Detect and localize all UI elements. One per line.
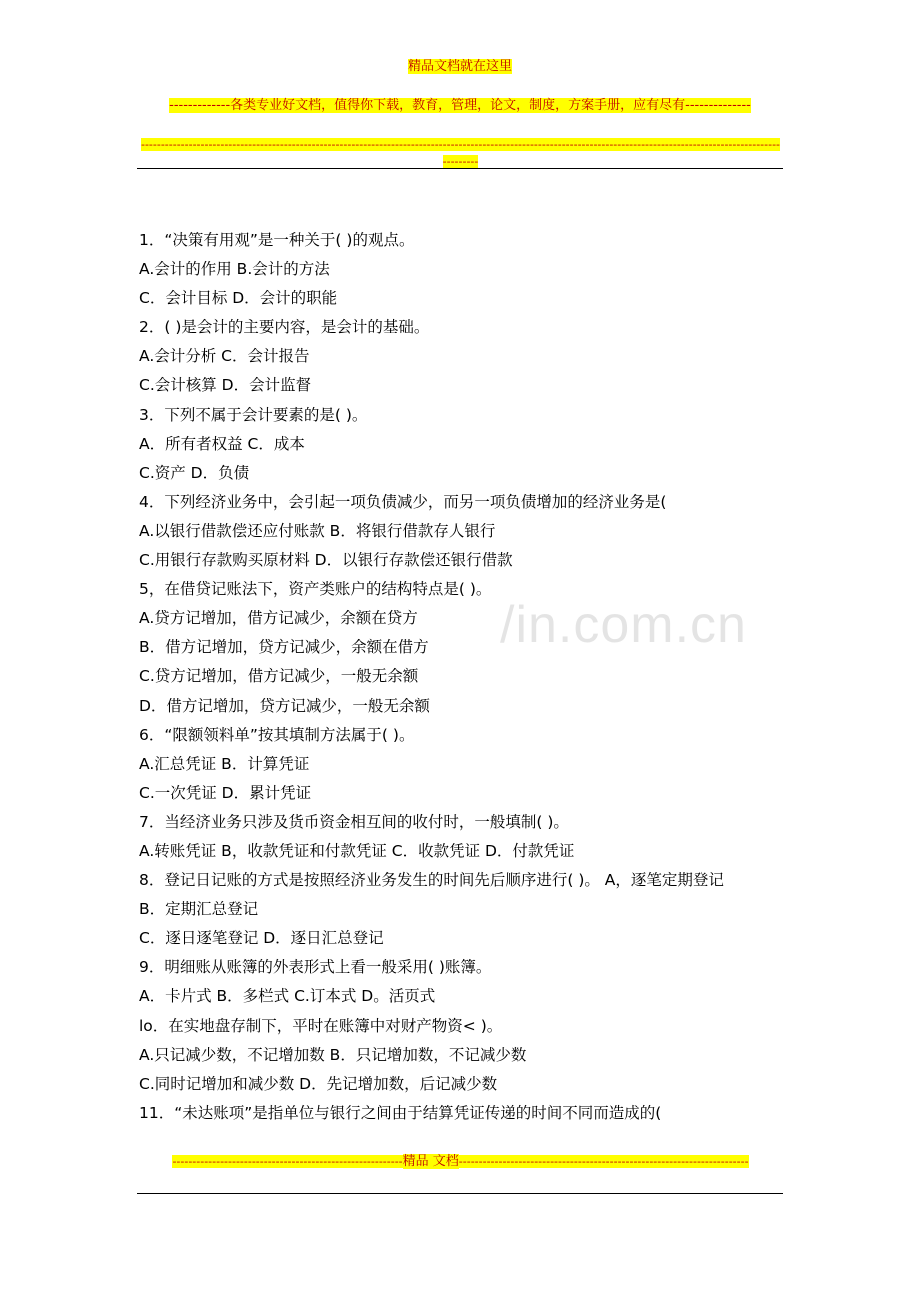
question-line: C.一次凭证 D．累计凭证	[139, 783, 312, 802]
header-title: 精品文档就在这里	[407, 59, 512, 74]
footer-right-dashes: -------------------------------------------------------------------------	[458, 1155, 749, 1168]
question-line: 3．下列不属于会计要素的是( )。	[139, 405, 368, 424]
question-line: A.贷方记增加，借方记减少，余额在贷方	[139, 609, 418, 628]
footer	[139, 1153, 782, 1170]
question-line: B．定期汇总登记	[139, 900, 259, 919]
question-line: C．逐日逐笔登记 D．逐日汇总登记	[139, 929, 384, 948]
question-line: 8．登记日记账的方式是按照经济业务发生的时间先后顺序进行( )。 A，逐笔定期登记	[139, 871, 724, 890]
header-rule	[137, 168, 783, 169]
question-line: A．卡片式 B．多栏式 C.订本式 D。活页式	[139, 987, 436, 1006]
footer-rule	[137, 1193, 783, 1194]
header-title-row	[0, 57, 920, 77]
header-subtitle-row	[0, 96, 920, 116]
question-line: A.会计的作用 B.会计的方法	[139, 260, 330, 279]
question-line: 5，在借贷记账法下，资产类账户的结构特点是( )。	[139, 580, 492, 599]
question-line: B．借方记增加，贷方记减少，余额在借方	[139, 638, 429, 657]
question-line: 11．“未达账项”是指单位与银行之间由于结算凭证传递的时间不同而造成的(	[139, 1103, 662, 1122]
question-line: D．借方记增加，贷方记减少，一般无余额	[139, 696, 430, 715]
question-line: lo．在实地盘存制下，平时在账簿中对财产物资< )。	[139, 1016, 503, 1035]
header-dash-text: --------------------------------------------------------------------------------------------------------------------------------------------------------------------------	[140, 138, 781, 168]
question-line: 4．下列经济业务中，会引起一项负债减少，而另一项负债增加的经济业务是(	[139, 492, 667, 511]
question-line: C.会计核算 D．会计监督	[139, 376, 312, 395]
question-line: C.同时记增加和减少数 D．先记增加数，后记减少数	[139, 1074, 498, 1093]
question-line: C．会计目标 D．会计的职能	[139, 289, 338, 308]
question-line: 2．( )是会计的主要内容，是会计的基础。	[139, 318, 430, 337]
question-line: A.只记减少数，不记增加数 B．只记增加数，不记减少数	[139, 1045, 527, 1064]
question-line: 7．当经济业务只涉及货币资金相互间的收付时，一般填制( )。	[139, 812, 569, 831]
header-dash-line	[139, 136, 782, 170]
question-line: A.转账凭证 B，收款凭证和付款凭证 C．收款凭证 D．付款凭证	[139, 841, 575, 860]
question-line: C.用银行存款购买原材料 D．以银行存款偿还银行借款	[139, 551, 513, 570]
watermark: /in.com.cn	[500, 596, 747, 654]
question-line: 1．“决策有用观”是一种关于( )的观点。	[139, 231, 415, 249]
question-line: A．所有者权益 C．成本	[139, 434, 305, 453]
footer-label: 精品 文档	[402, 1154, 459, 1169]
question-line: 6．“限额领料单”按其填制方法属于( )。	[139, 725, 415, 744]
question-line: A.会计分析 C．会计报告	[139, 347, 310, 366]
question-line: A.汇总凭证 B．计算凭证	[139, 754, 310, 773]
header-subtitle: -------------各类专业好文档，值得你下载，教育，管理，论文，制度，方案手册，应有尽有--------------	[169, 98, 751, 113]
footer-left-dashes: ----------------------------------------------------------	[172, 1155, 403, 1168]
question-list	[139, 226, 789, 1128]
question-line: A.以银行借款偿还应付账款 B．将银行借款存人银行	[139, 521, 496, 540]
question-line: C.资产 D．负债	[139, 463, 250, 482]
question-line: C.贷方记增加，借方记减少，一般无余额	[139, 667, 419, 686]
question-line: 9．明细账从账簿的外表形式上看一般采用( )账簿。	[139, 958, 492, 977]
